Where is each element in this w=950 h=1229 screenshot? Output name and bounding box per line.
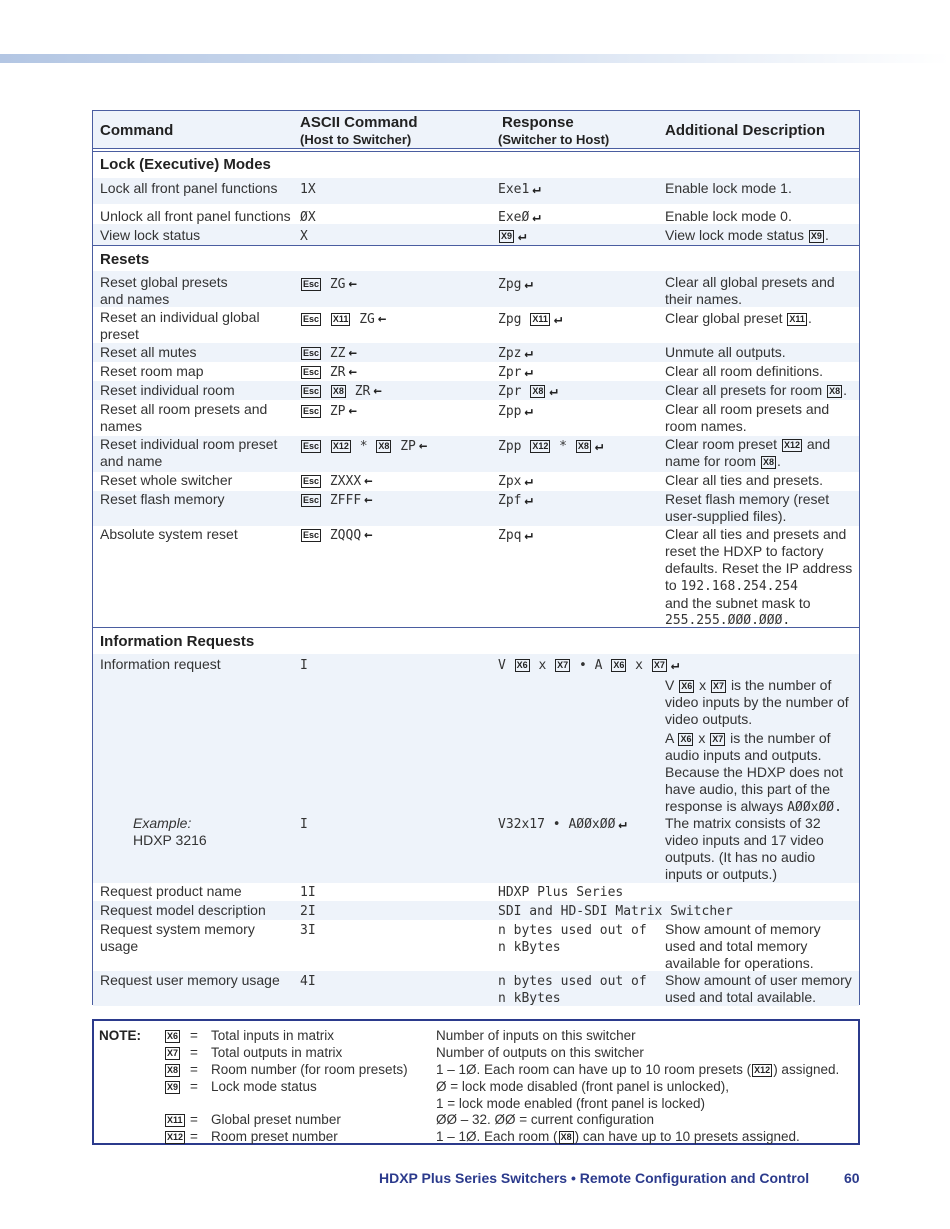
cell-ascii: 3I bbox=[300, 923, 316, 938]
note-item bbox=[164, 1111, 186, 1128]
cell-command: Absolute system reset bbox=[100, 526, 238, 542]
cell-ascii: 1I bbox=[300, 885, 316, 900]
cell-response bbox=[498, 973, 647, 1007]
note-eq: = bbox=[190, 1129, 198, 1144]
header-ascii-label: ASCII Command bbox=[300, 114, 418, 131]
desc-text: to bbox=[665, 577, 677, 593]
desc-line: used and total memory bbox=[665, 938, 808, 954]
note-name: Lock mode status bbox=[211, 1079, 317, 1094]
cell-response bbox=[498, 345, 533, 362]
response-text: V32x17 • AØØxØØ bbox=[498, 817, 616, 832]
section-info-title: Information Requests bbox=[100, 633, 255, 650]
variable-key-icon: X8 bbox=[577, 441, 589, 451]
cell-command: Reset whole switcher bbox=[100, 472, 233, 488]
cell-response: SDI and HD-SDI Matrix Switcher bbox=[498, 904, 733, 919]
response-text: Zpg bbox=[498, 312, 522, 327]
arrow-left-icon: ← bbox=[348, 345, 357, 361]
arrow-left-icon: ← bbox=[348, 276, 357, 292]
cell-command bbox=[100, 274, 228, 308]
desc-line: video inputs and 17 video bbox=[665, 832, 824, 848]
note-item bbox=[164, 1044, 181, 1061]
resp-line: n bytes used out of bbox=[498, 923, 647, 938]
desc-line: reset the HDXP to factory bbox=[665, 543, 824, 559]
cell-command: Reset flash memory bbox=[100, 491, 225, 507]
cmd-line: Reset individual room preset bbox=[100, 436, 278, 452]
arrow-left-icon: ← bbox=[364, 492, 373, 508]
top-gradient-bar bbox=[0, 54, 950, 63]
note-box bbox=[92, 1019, 860, 1145]
return-icon: ↵ bbox=[553, 311, 563, 327]
cell-description: Clear all ties and presets. bbox=[665, 472, 823, 488]
desc-line: Clear all room presets and bbox=[665, 401, 830, 417]
cell-description bbox=[665, 677, 849, 816]
bullet-text: • bbox=[579, 658, 587, 673]
cell-description bbox=[665, 921, 821, 972]
esc-key-icon: Esc bbox=[303, 367, 320, 377]
cell-description: Clear global preset X11 . bbox=[665, 310, 812, 326]
note-item bbox=[164, 1061, 181, 1078]
esc-key-icon: Esc bbox=[303, 279, 320, 289]
ascii-text: ZP bbox=[400, 439, 416, 454]
cmd-line: Reset an individual global bbox=[100, 309, 260, 325]
return-icon: ↵ bbox=[524, 473, 533, 489]
cell-ascii: ØX bbox=[300, 210, 316, 225]
return-icon: ↵ bbox=[524, 364, 533, 380]
is-text: is bbox=[730, 730, 741, 746]
response-text: Zpp bbox=[498, 404, 522, 419]
cell-command bbox=[100, 309, 260, 343]
desc-line: room names. bbox=[665, 418, 747, 434]
cell-ascii: I bbox=[300, 817, 308, 832]
esc-key-icon: Esc bbox=[303, 476, 320, 486]
arrow-left-icon: ← bbox=[364, 527, 373, 543]
arrow-left-icon: ← bbox=[373, 383, 382, 399]
note-desc-text: 1 – 1Ø. Each room can have up to 10 room presets ( bbox=[436, 1062, 752, 1077]
variable-key-icon: X8 bbox=[829, 386, 841, 396]
variable-key-icon: X6 bbox=[167, 1031, 179, 1041]
variable-key-icon: X11 bbox=[532, 314, 548, 324]
desc-line: user-supplied files). bbox=[665, 508, 787, 524]
x-text: x bbox=[699, 677, 707, 693]
cell-command bbox=[100, 436, 277, 470]
variable-key-icon: X8 bbox=[560, 1132, 572, 1142]
cmd-line: and name bbox=[100, 453, 163, 469]
arrow-left-icon: ← bbox=[348, 364, 357, 380]
variable-key-icon: X8 bbox=[167, 1065, 179, 1075]
variable-key-icon: X12 bbox=[783, 440, 800, 450]
cell-ascii: X bbox=[300, 229, 308, 244]
response-text: Zpz bbox=[498, 346, 522, 361]
cmd-line: and names bbox=[100, 291, 170, 307]
note-desc: Number of outputs on this switcher bbox=[436, 1045, 644, 1060]
return-icon: ↵ bbox=[524, 403, 533, 419]
cell-response: HDXP Plus Series bbox=[498, 885, 624, 900]
return-icon: ↵ bbox=[549, 383, 558, 399]
cell-description bbox=[665, 436, 830, 470]
note-desc bbox=[436, 1078, 729, 1112]
desc-line: Clear all global presets and bbox=[665, 274, 835, 290]
note-desc-line: 1 = lock mode enabled (front panel is locked) bbox=[436, 1096, 706, 1111]
variable-key-icon: X7 bbox=[712, 734, 724, 744]
ascii-text: ZQQQ bbox=[329, 528, 362, 543]
cell-response bbox=[498, 276, 533, 293]
cell-command: Lock all front panel functions bbox=[100, 180, 278, 196]
cell-description bbox=[665, 815, 824, 883]
x-text: x bbox=[698, 730, 706, 746]
desc-line: Clear all ties and presets and bbox=[665, 526, 847, 542]
ascii-text: ZFFF bbox=[329, 493, 362, 508]
section-resets-title: Resets bbox=[100, 251, 150, 268]
response-text: Zpr bbox=[498, 384, 522, 399]
note-desc-text: 1 – 1Ø. Each room ( bbox=[436, 1129, 558, 1144]
cell-command bbox=[100, 401, 267, 435]
header-additional: Additional Description bbox=[665, 122, 826, 139]
variable-key-icon: X7 bbox=[557, 660, 569, 670]
desc-line: have audio, this part of the bbox=[665, 781, 830, 797]
section-lock-title: Lock (Executive) Modes bbox=[100, 156, 271, 173]
cell-ascii bbox=[300, 311, 386, 328]
return-icon: ↵ bbox=[518, 228, 527, 244]
example-italic: Example: bbox=[133, 815, 192, 831]
cell-response bbox=[498, 181, 541, 198]
page-number: 60 bbox=[844, 1170, 860, 1186]
response-text: Zpq bbox=[498, 528, 522, 543]
return-icon: ↵ bbox=[594, 438, 604, 454]
desc-text: the number of bbox=[744, 677, 832, 693]
is-text: is bbox=[730, 677, 742, 693]
desc-line: Because the HDXP does not bbox=[665, 764, 843, 780]
esc-key-icon: Esc bbox=[303, 530, 320, 540]
response-text: Exe1 bbox=[498, 182, 530, 197]
resp-line: n kBytes bbox=[498, 991, 561, 1006]
desc-line bbox=[665, 798, 849, 816]
variable-key-icon: X12 bbox=[754, 1065, 771, 1075]
resp-line: n bytes used out of bbox=[498, 974, 647, 989]
arrow-left-icon: ← bbox=[348, 403, 357, 419]
header-command: Command bbox=[100, 122, 174, 139]
cell-response bbox=[498, 492, 533, 509]
desc-text: Clear room preset bbox=[665, 436, 778, 452]
cell-description: Unmute all outputs. bbox=[665, 344, 786, 360]
return-icon: ↵ bbox=[524, 276, 533, 292]
ascii-text: ZZ bbox=[329, 346, 346, 361]
note-label: NOTE: bbox=[99, 1028, 141, 1043]
header-ascii-sub: (Host to Switcher) bbox=[300, 132, 412, 147]
cell-command bbox=[100, 921, 255, 955]
cell-response bbox=[498, 364, 533, 381]
section-rule bbox=[93, 245, 859, 246]
cell-response bbox=[498, 228, 526, 245]
star-text: * bbox=[359, 439, 368, 454]
variable-key-icon: X9 bbox=[167, 1082, 179, 1092]
v-text: V bbox=[665, 677, 675, 693]
cell-response bbox=[498, 657, 679, 674]
star-text: * bbox=[559, 439, 567, 454]
note-desc-tail: ) assigned. bbox=[773, 1062, 840, 1077]
note-desc: ØØ – 32. ØØ = current configuration bbox=[436, 1112, 654, 1127]
note-name: Room number (for room presets) bbox=[211, 1062, 408, 1077]
note-desc-tail: ) can have up to 10 presets assigned. bbox=[574, 1129, 800, 1144]
cell-ascii bbox=[300, 527, 373, 544]
note-eq: = bbox=[190, 1062, 198, 1077]
v-text: V bbox=[498, 658, 506, 673]
variable-key-icon: X7 bbox=[167, 1048, 179, 1058]
command-table bbox=[92, 110, 860, 1005]
cmd-line: preset bbox=[100, 326, 139, 342]
variable-key-icon: X7 bbox=[653, 660, 665, 670]
cell-response bbox=[498, 438, 603, 455]
cell-ascii bbox=[300, 492, 373, 509]
cell-ascii bbox=[300, 345, 357, 362]
desc-text: name for room bbox=[665, 453, 757, 469]
cell-description bbox=[665, 526, 852, 629]
desc-line: audio inputs and outputs. bbox=[665, 747, 822, 763]
cmd-line: Reset global presets bbox=[100, 274, 228, 290]
cell-description bbox=[665, 491, 829, 525]
desc-line: Reset flash memory (reset bbox=[665, 491, 830, 507]
return-icon: ↵ bbox=[532, 209, 541, 225]
response-text: Zpp bbox=[498, 439, 522, 454]
cell-command: Reset individual room bbox=[100, 382, 235, 398]
variable-key-icon: X12 bbox=[167, 1132, 184, 1142]
note-name: Global preset number bbox=[211, 1112, 341, 1127]
desc-line: and the subnet mask to bbox=[665, 595, 811, 611]
response-text: ExeØ bbox=[498, 210, 530, 225]
resp-line: n kBytes bbox=[498, 940, 561, 955]
subnet-mask: 255.255.ØØØ.ØØØ. bbox=[665, 613, 791, 628]
cell-description: Enable lock mode 1. bbox=[665, 180, 792, 196]
cell-response bbox=[498, 473, 533, 490]
cell-description: Clear all presets for room X8 . bbox=[665, 382, 847, 398]
desc-line: The matrix consists of 32 bbox=[665, 815, 821, 831]
note-desc bbox=[436, 1128, 800, 1145]
variable-key-icon: X12 bbox=[332, 441, 349, 451]
desc-line: Show amount of memory bbox=[665, 921, 821, 937]
ascii-text: ZP bbox=[329, 404, 346, 419]
note-desc bbox=[436, 1061, 839, 1078]
desc-line: their names. bbox=[665, 291, 743, 307]
desc-line: outputs. (It has no audio bbox=[665, 849, 816, 865]
cell-ascii bbox=[300, 473, 373, 490]
header-ascii bbox=[300, 114, 418, 147]
variable-key-icon: X8 bbox=[532, 386, 544, 396]
cell-command: Unlock all front panel functions bbox=[100, 208, 291, 224]
arrow-left-icon: ← bbox=[418, 438, 428, 454]
ascii-text: ZR bbox=[354, 384, 371, 399]
cell-ascii bbox=[300, 383, 382, 400]
note-item bbox=[164, 1078, 181, 1095]
return-icon: ↵ bbox=[524, 527, 533, 543]
header-response-sub: (Switcher to Host) bbox=[498, 132, 610, 147]
desc-line: inputs or outputs.) bbox=[665, 866, 778, 882]
note-item bbox=[164, 1027, 181, 1044]
cell-ascii bbox=[300, 276, 357, 293]
cell-command: Request user memory usage bbox=[100, 972, 280, 988]
variable-key-icon: X11 bbox=[789, 314, 805, 324]
variable-key-icon: X9 bbox=[501, 231, 513, 241]
cell-ascii: 4I bbox=[300, 974, 316, 989]
variable-key-icon: X8 bbox=[762, 457, 774, 467]
note-name: Total inputs in matrix bbox=[211, 1028, 335, 1043]
variable-key-icon: X11 bbox=[167, 1115, 183, 1125]
cell-description: Enable lock mode 0. bbox=[665, 208, 792, 224]
variable-key-icon: X6 bbox=[613, 660, 625, 670]
cell-description bbox=[665, 274, 835, 308]
a-text: A bbox=[594, 658, 603, 673]
ascii-text: ZG bbox=[359, 312, 375, 327]
cell-response bbox=[498, 527, 533, 544]
cell-description: View lock mode status X9 . bbox=[665, 227, 829, 243]
header-response-label: Response bbox=[502, 114, 574, 131]
variable-key-icon: X8 bbox=[378, 441, 390, 451]
return-icon: ↵ bbox=[524, 345, 533, 361]
response-text: Zpf bbox=[498, 493, 522, 508]
desc-line bbox=[665, 730, 849, 747]
response-text: Zpg bbox=[498, 277, 522, 292]
desc-line: used and total available. bbox=[665, 989, 816, 1005]
variable-key-icon: X7 bbox=[713, 681, 725, 691]
cmd-line: usage bbox=[100, 938, 139, 954]
desc-line: available for operations. bbox=[665, 955, 814, 971]
header-rule-2 bbox=[93, 151, 859, 152]
cell-response bbox=[498, 403, 533, 420]
variable-key-icon: X11 bbox=[332, 314, 349, 324]
arrow-left-icon: ← bbox=[377, 311, 387, 327]
cell-command: Request model description bbox=[100, 902, 266, 918]
variable-key-icon: X6 bbox=[681, 681, 693, 691]
header-rule bbox=[93, 148, 859, 149]
desc-text: the number of bbox=[744, 730, 831, 746]
note-eq: = bbox=[190, 1045, 198, 1060]
example-label bbox=[133, 815, 207, 849]
cell-ascii bbox=[300, 364, 357, 381]
esc-key-icon: Esc bbox=[303, 348, 320, 358]
note-eq: = bbox=[190, 1028, 198, 1043]
cell-command: Information request bbox=[100, 656, 221, 672]
cell-command: Request product name bbox=[100, 883, 242, 899]
return-icon: ↵ bbox=[618, 816, 627, 832]
cell-ascii: I bbox=[300, 658, 308, 673]
ascii-text: ZG bbox=[329, 277, 346, 292]
esc-key-icon: Esc bbox=[303, 314, 320, 324]
cell-response bbox=[498, 311, 562, 328]
arrow-left-icon: ← bbox=[364, 473, 373, 489]
cell-ascii bbox=[300, 438, 427, 455]
cell-response bbox=[498, 209, 541, 226]
cmd-line: Reset all room presets and bbox=[100, 401, 268, 417]
note-eq: = bbox=[190, 1112, 198, 1127]
desc-text: Clear global preset bbox=[665, 310, 783, 326]
response-text: Zpx bbox=[498, 474, 522, 489]
note-eq: = bbox=[190, 1079, 198, 1094]
footer-title: HDXP Plus Series Switchers • Remote Configuration and Control bbox=[379, 1170, 810, 1186]
desc-line bbox=[665, 577, 852, 595]
cell-ascii bbox=[300, 403, 357, 420]
return-icon: ↵ bbox=[524, 492, 533, 508]
desc-line: defaults. Reset the IP address bbox=[665, 560, 853, 576]
cell-command: View lock status bbox=[100, 227, 201, 243]
note-item bbox=[164, 1128, 186, 1145]
cell-response bbox=[498, 383, 558, 400]
desc-line: Show amount of user memory bbox=[665, 972, 852, 988]
x-text: x bbox=[635, 658, 643, 673]
cell-description: Clear all room definitions. bbox=[665, 363, 823, 379]
cell-command: Reset room map bbox=[100, 363, 204, 379]
ascii-text: ZR bbox=[329, 365, 346, 380]
esc-key-icon: Esc bbox=[303, 406, 320, 416]
cell-description bbox=[665, 972, 852, 1006]
cell-ascii: 1X bbox=[300, 182, 316, 197]
desc-line: name for room X8 . bbox=[665, 453, 781, 469]
cell-command: Reset all mutes bbox=[100, 344, 197, 360]
response-text: Zpr bbox=[498, 365, 522, 380]
desc-line: video inputs by the number of bbox=[665, 694, 849, 710]
variable-key-icon: X9 bbox=[810, 231, 822, 241]
variable-key-icon: X6 bbox=[516, 660, 528, 670]
cell-response bbox=[498, 816, 627, 833]
cell-ascii: 2I bbox=[300, 904, 316, 919]
esc-key-icon: Esc bbox=[303, 495, 320, 505]
note-name: Total outputs in matrix bbox=[211, 1045, 343, 1060]
desc-text: Clear all presets for room bbox=[665, 382, 823, 398]
a-text: A bbox=[665, 730, 674, 746]
note-desc-line: Ø = lock mode disabled (front panel is unlocked), bbox=[436, 1079, 730, 1094]
desc-line bbox=[665, 436, 830, 453]
esc-key-icon: Esc bbox=[303, 386, 320, 396]
cmd-line: names bbox=[100, 418, 143, 434]
header-response bbox=[498, 114, 609, 147]
x-text: x bbox=[538, 658, 547, 673]
return-icon: ↵ bbox=[670, 657, 680, 673]
variable-key-icon: X8 bbox=[332, 386, 344, 396]
desc-text: View lock mode status bbox=[665, 227, 805, 243]
return-icon: ↵ bbox=[532, 181, 541, 197]
variable-key-icon: X6 bbox=[680, 734, 692, 744]
cell-description bbox=[665, 401, 829, 435]
cmd-line: Request system memory bbox=[100, 921, 255, 937]
ip-address: 192.168.254.254 bbox=[680, 579, 798, 594]
desc-text: and bbox=[806, 436, 831, 452]
desc-line: video outputs. bbox=[665, 711, 753, 727]
esc-key-icon: Esc bbox=[303, 441, 320, 451]
note-name: Room preset number bbox=[211, 1129, 338, 1144]
example-model: HDXP 3216 bbox=[133, 832, 207, 848]
desc-line bbox=[665, 677, 849, 694]
cell-response bbox=[498, 922, 647, 956]
desc-text: response is always bbox=[665, 798, 784, 814]
code-text: AØØxØØ. bbox=[787, 800, 842, 815]
ascii-text: ZXXX bbox=[329, 474, 362, 489]
variable-key-icon: X12 bbox=[532, 441, 549, 451]
note-desc: Number of inputs on this switcher bbox=[436, 1028, 636, 1043]
